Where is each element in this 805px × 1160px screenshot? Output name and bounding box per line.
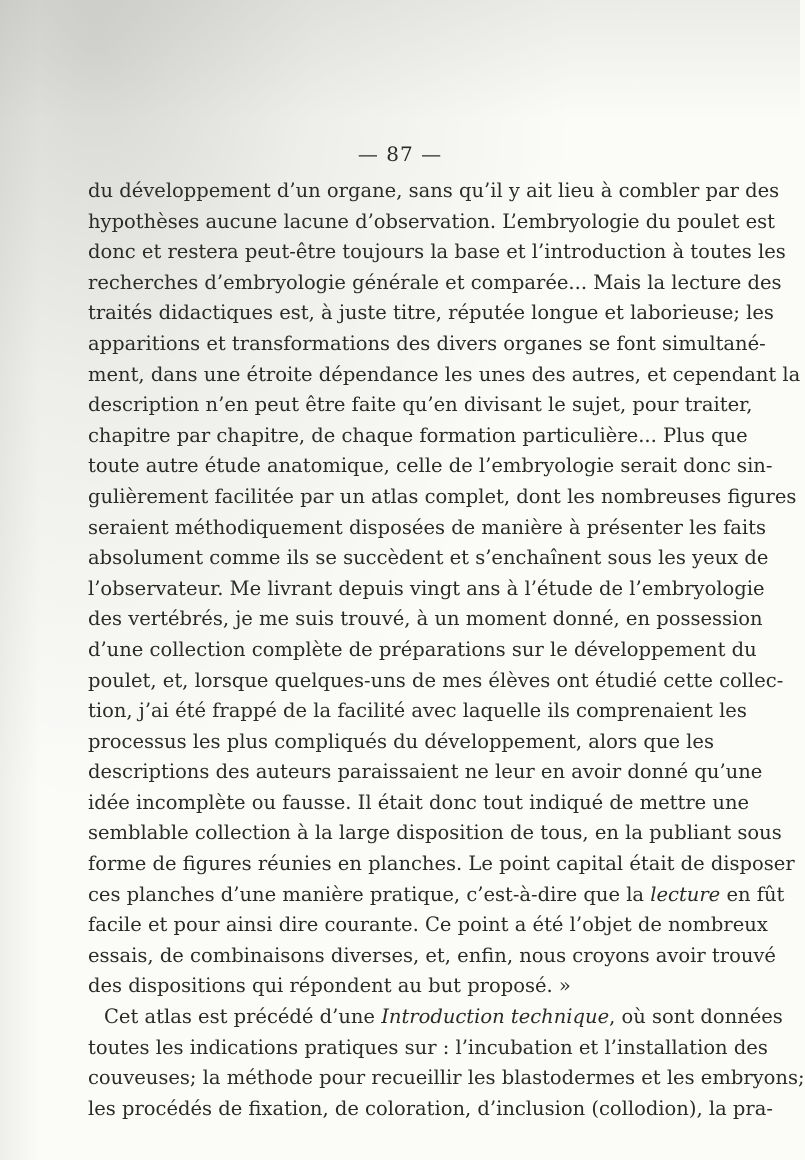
- paragraph-2: [88, 1002, 783, 1033]
- text-line: des vertébrés, je me suis trouvé, à un moment donné, en possession: [88, 607, 763, 631]
- text-line: facile et pour ainsi dire courante. Ce point a été l’objet de nombreux: [88, 913, 768, 937]
- text-fragment: ces planches d’une manière pratique, c’est-à-dire que la: [88, 882, 645, 906]
- italic-word: lecture: [650, 882, 721, 906]
- text-line: l’observateur. Me livrant depuis vingt ans à l’étude de l’embryologie: [88, 576, 765, 600]
- text-line: descriptions des auteurs paraissaient ne leur en avoir donné qu’une: [88, 760, 763, 784]
- text-line: forme de figures réunies en planches. Le point capital était de disposer: [88, 852, 795, 876]
- text-line: idée incomplète ou fausse. Il était donc tout indiqué de mettre une: [88, 790, 750, 814]
- paragraph-1: [88, 176, 801, 1002]
- body-text: [88, 176, 805, 1124]
- text-line: essais, de combinaisons diverses, et, enfin, nous croyons avoir trouvé: [88, 943, 776, 967]
- paragraph-2-continued: [88, 1033, 805, 1125]
- text-fragment: , où sont données: [609, 1005, 783, 1029]
- text-line: gulièrement facilitée par un atlas complet, dont les nombreuses figures: [88, 484, 797, 508]
- text-line-with-italic: [88, 880, 785, 911]
- text-line-with-italic: [88, 1002, 783, 1033]
- text-line: donc et restera peut-être toujours la base et l’introduction à toutes les: [88, 240, 786, 264]
- text-line: des dispositions qui répondent au but proposé. »: [88, 974, 571, 998]
- italic-title: Introduction technique: [381, 1005, 610, 1029]
- text-fragment: en fût: [726, 882, 785, 906]
- text-line: ment, dans une étroite dépendance les unes des autres, et cependant la: [88, 362, 801, 386]
- text-line: seraient méthodiquement disposées de manière à présenter les faits: [88, 515, 767, 539]
- text-line: chapitre par chapitre, de chaque formation particulière... Plus que: [88, 423, 748, 447]
- text-line: description n’en peut être faite qu’en divisant le sujet, pour traiter,: [88, 393, 753, 417]
- text-line: hypothèses aucune lacune d’observation. L’embryologie du poulet est: [88, 209, 775, 233]
- text-line: semblable collection à la large disposition de tous, en la publiant sous: [88, 821, 782, 845]
- text-line: tion, j’ai été frappé de la facilité avec laquelle ils comprenaient les: [88, 699, 747, 723]
- page-number: — 87 —: [357, 142, 443, 166]
- text-line: traités didactiques est, à juste titre, réputée longue et laborieuse; les: [88, 301, 774, 325]
- text-line: apparitions et transformations des divers organes se font simultané-: [88, 331, 766, 355]
- text-line: toute autre étude anatomique, celle de l’embryologie serait donc sin-: [88, 454, 773, 478]
- text-line: d’une collection complète de préparations sur le développement du: [88, 637, 757, 661]
- text-line: absolument comme ils se succèdent et s’enchaînent sous les yeux de: [88, 546, 769, 570]
- text-fragment: Cet atlas est précédé d’une: [104, 1005, 375, 1029]
- text-line: les procédés de fixation, de coloration, d’inclusion (collodion), la pra-: [88, 1096, 773, 1120]
- text-line: du développement d’un organe, sans qu’il y ait lieu à combler par des: [88, 179, 780, 202]
- text-line: processus les plus compliqués du développement, alors que les: [88, 729, 714, 753]
- text-line: recherches d’embryologie générale et comparée... Mais la lecture des: [88, 270, 782, 294]
- text-line: couveuses; la méthode pour recueillir les blastodermes et les embryons;: [88, 1066, 805, 1090]
- text-line: toutes les indications pratiques sur : l’incubation et l’installation des: [88, 1035, 768, 1059]
- text-line: poulet, et, lorsque quelques-uns de mes élèves ont étudié cette collec-: [88, 668, 784, 692]
